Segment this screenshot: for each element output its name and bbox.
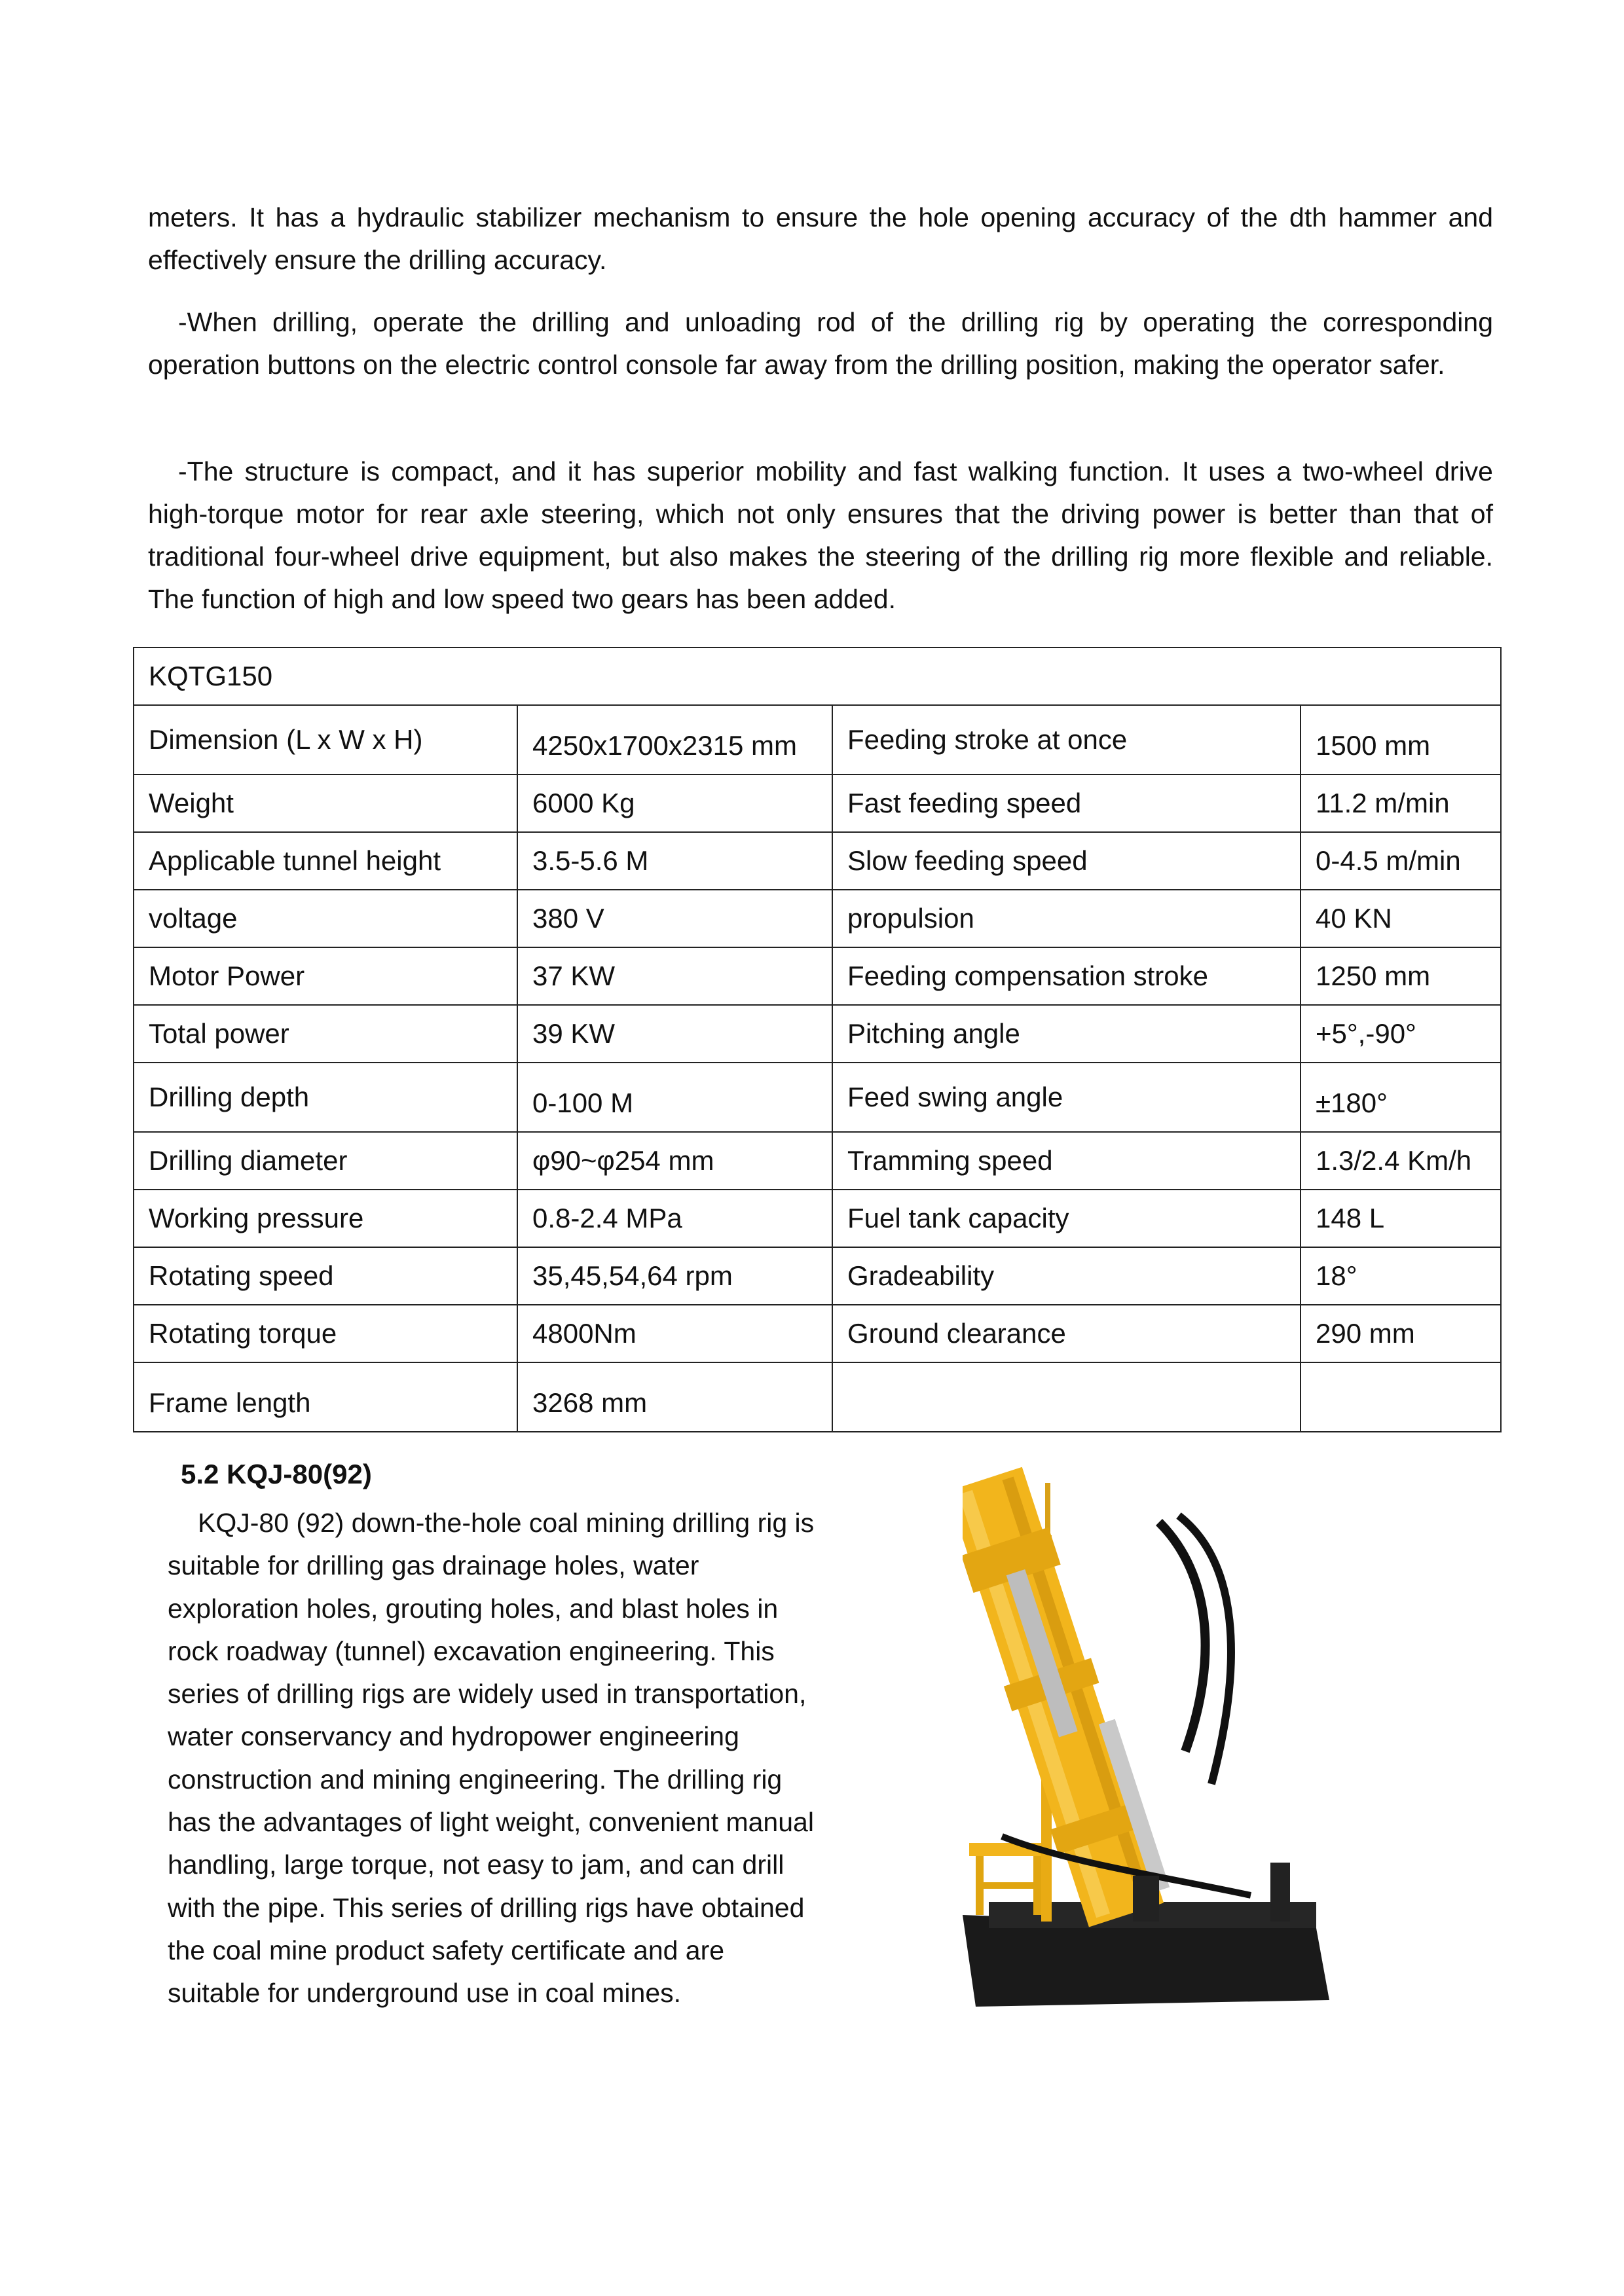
section-body: KQJ-80 (92) down-the-hole coal mining drilling rig is suitable for drilling gas drainage holes, water exploration holes, grouting holes, and blast holes in rock roadway (tunnel) excavation engineering. This series of drilling rigs are widely used in transportation, water conservancy and hydropower engineering construction and mining engineering. The drilling rig has the advantages of light weight, convenient manual handling, large torque, not easy to jam, and can drill with the pipe. This series of drilling rigs have obtained the coal mine product safety certificate and are suitable for underground use in coal mines. bbox=[168, 1508, 815, 2009]
spec-value: ±180° bbox=[1301, 1063, 1501, 1132]
intro-paragraph-3: -The structure is compact, and it has superior mobility and fast walking function. It uses a two-wheel drive high-torque motor for rear axle steering, which not only ensures that the driving power is better than that of traditional four-wheel drive equipment, but also makes the steering of the drilling rig more flexible and reliable. The function of high and low speed two gears has been added. bbox=[148, 456, 1493, 614]
spec-value: 18° bbox=[1301, 1247, 1501, 1305]
spec-value: 6000 Kg bbox=[517, 774, 832, 832]
spec-label: Total power bbox=[134, 1005, 517, 1063]
table-row bbox=[134, 1305, 1501, 1362]
spec-value: 1.3/2.4 Km/h bbox=[1301, 1132, 1501, 1190]
table-row bbox=[134, 1132, 1501, 1190]
spec-value: 11.2 m/min bbox=[1301, 774, 1501, 832]
table-row bbox=[134, 774, 1501, 832]
spec-value: +5°,-90° bbox=[1301, 1005, 1501, 1063]
spec-label: Slow feeding speed bbox=[832, 832, 1301, 890]
spec-label: Dimension (L x W x H) bbox=[134, 705, 517, 774]
rig-base bbox=[963, 1915, 1329, 2007]
spec-label: propulsion bbox=[832, 890, 1301, 947]
section-title: 5.2 KQJ-80(92) bbox=[181, 1459, 372, 1489]
spec-value: 40 KN bbox=[1301, 890, 1501, 947]
spec-label: Feeding stroke at once bbox=[832, 705, 1301, 774]
spec-label: Drilling depth bbox=[134, 1063, 517, 1132]
spec-label: Motor Power bbox=[134, 947, 517, 1005]
spec-label bbox=[832, 1362, 1301, 1432]
spec-label: Gradeability bbox=[832, 1247, 1301, 1305]
rig-foot bbox=[1133, 1876, 1159, 1922]
spec-label: Frame length bbox=[134, 1362, 517, 1432]
spec-value: 4250x1700x2315 mm bbox=[517, 705, 832, 774]
table-row bbox=[134, 947, 1501, 1005]
spec-table bbox=[133, 647, 1502, 1432]
spec-label: voltage bbox=[134, 890, 517, 947]
spec-label: Fast feeding speed bbox=[832, 774, 1301, 832]
spec-label: Pitching angle bbox=[832, 1005, 1301, 1063]
spec-value: 0-100 M bbox=[517, 1063, 832, 1132]
table-row bbox=[134, 1190, 1501, 1247]
intro-paragraph-2: -When drilling, operate the drilling and unloading rod of the drilling rig by operating the corresponding operation buttons on the electric control console far away from the drilling position, making the operator safer. bbox=[148, 307, 1493, 380]
spec-label: Tramming speed bbox=[832, 1132, 1301, 1190]
table-row bbox=[134, 1362, 1501, 1432]
rig-foot bbox=[1270, 1863, 1290, 1922]
spec-value: 4800Nm bbox=[517, 1305, 832, 1362]
spec-value: φ90~φ254 mm bbox=[517, 1132, 832, 1190]
spec-label: Drilling diameter bbox=[134, 1132, 517, 1190]
spec-value bbox=[1301, 1362, 1501, 1432]
spec-label: Rotating torque bbox=[134, 1305, 517, 1362]
spec-label: Ground clearance bbox=[832, 1305, 1301, 1362]
intro-paragraph-1: meters. It has a hydraulic stabilizer mechanism to ensure the hole opening accuracy of the dth hammer and effectively ensure the drilling accuracy. bbox=[148, 202, 1493, 275]
spec-label: Applicable tunnel height bbox=[134, 832, 517, 890]
spec-value: 1250 mm bbox=[1301, 947, 1501, 1005]
drilling-rig-photo bbox=[963, 1444, 1342, 2033]
spec-label: Weight bbox=[134, 774, 517, 832]
spec-label: Feed swing angle bbox=[832, 1063, 1301, 1132]
table-row bbox=[134, 1247, 1501, 1305]
spec-value: 290 mm bbox=[1301, 1305, 1501, 1362]
table-row bbox=[134, 705, 1501, 774]
spec-value: 380 V bbox=[517, 890, 832, 947]
spec-value: 0-4.5 m/min bbox=[1301, 832, 1501, 890]
spec-value: 3.5-5.6 M bbox=[517, 832, 832, 890]
model-name-cell: KQTG150 bbox=[134, 647, 1501, 705]
hydraulic-hose bbox=[1159, 1522, 1206, 1751]
table-row bbox=[134, 832, 1501, 890]
spec-value: 37 KW bbox=[517, 947, 832, 1005]
spec-value: 148 L bbox=[1301, 1190, 1501, 1247]
spec-value: 1500 mm bbox=[1301, 705, 1501, 774]
table-row bbox=[134, 890, 1501, 947]
table-row bbox=[134, 1005, 1501, 1063]
spec-label: Working pressure bbox=[134, 1190, 517, 1247]
side-stand-rail bbox=[976, 1882, 1041, 1889]
spec-value: 35,45,54,64 rpm bbox=[517, 1247, 832, 1305]
spec-label: Fuel tank capacity bbox=[832, 1190, 1301, 1247]
spec-label: Rotating speed bbox=[134, 1247, 517, 1305]
spec-label: Feeding compensation stroke bbox=[832, 947, 1301, 1005]
table-header-row bbox=[134, 647, 1501, 705]
spec-value: 39 KW bbox=[517, 1005, 832, 1063]
table-row bbox=[134, 1063, 1501, 1132]
spec-value: 0.8-2.4 MPa bbox=[517, 1190, 832, 1247]
spec-value: 3268 mm bbox=[517, 1362, 832, 1432]
